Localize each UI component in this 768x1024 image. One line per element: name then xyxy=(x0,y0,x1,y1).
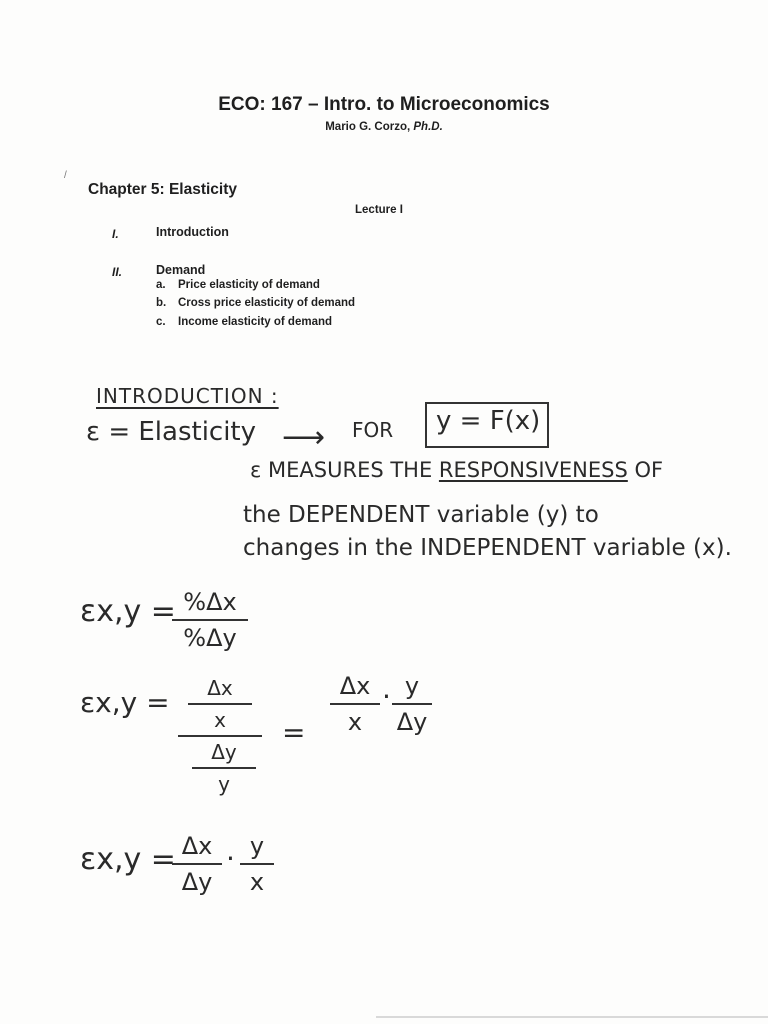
formula2-upper-den: x xyxy=(214,708,226,732)
fraction-bar xyxy=(172,619,248,621)
subitem-letter: c. xyxy=(156,316,166,328)
formula1-lhs: εx,y = xyxy=(80,594,176,629)
fraction-bar xyxy=(192,767,256,769)
outline-subitem xyxy=(156,297,355,309)
outline-subitem xyxy=(156,316,332,328)
formula1-numerator: %Δx xyxy=(183,588,237,616)
formula2-lower-den: y xyxy=(218,772,230,796)
fraction-bar xyxy=(392,703,432,705)
formula2-upper-fraction xyxy=(188,676,252,732)
formula2-right-fraction-1 xyxy=(330,672,380,736)
subitem-text: Cross price elasticity of demand xyxy=(178,297,356,309)
formula2-r2-num: y xyxy=(404,672,420,700)
formula3-a-den: Δy xyxy=(181,868,213,896)
author-degree: Ph.D. xyxy=(413,121,443,133)
chapter-title: Chapter 5: Elasticity xyxy=(88,181,238,198)
formula3-b-den: x xyxy=(249,868,265,896)
lecture-label: Lecture I xyxy=(355,204,403,216)
formula2-upper-num: Δx xyxy=(207,676,233,700)
subitem-letter: a. xyxy=(156,279,166,291)
function-text: y = F(x) xyxy=(436,406,541,436)
responsiveness-word: RESPONSIVENESS xyxy=(438,458,628,482)
subitem-text: Price elasticity of demand xyxy=(178,279,320,291)
outline-heading-demand: Demand xyxy=(156,263,206,277)
intro-heading: INTRODUCTION : xyxy=(96,384,279,408)
formula2-lhs: εx,y = xyxy=(80,686,170,719)
formula3-fraction-1 xyxy=(172,832,222,896)
formula2-compound-fraction xyxy=(178,676,262,796)
line1-end: OF xyxy=(627,458,664,482)
author-name: Mario G. Corzo, xyxy=(325,121,414,133)
definition-line-3: changes in the INDEPENDENT variable (x). xyxy=(243,535,732,561)
fraction-bar xyxy=(240,863,274,865)
formula3-lhs: εx,y = xyxy=(80,842,176,877)
formula3-fraction-2 xyxy=(240,832,274,896)
course-title: ECO: 167 – Intro. to Microeconomics xyxy=(218,94,550,115)
outline-number-2: II. xyxy=(112,265,123,279)
fraction-bar xyxy=(330,703,380,705)
fraction-bar xyxy=(172,863,222,865)
outline-heading-introduction: Introduction xyxy=(156,225,229,239)
formula2-lower-num: Δy xyxy=(211,740,237,764)
outline-subitem xyxy=(156,279,320,291)
formula2-r1-num: Δx xyxy=(339,672,371,700)
subitem-letter: b. xyxy=(156,297,167,309)
formula3-a-num: Δx xyxy=(181,832,213,860)
author-line xyxy=(0,121,768,133)
formula2-r1-den: x xyxy=(347,708,363,736)
elasticity-definition: ε = Elasticity xyxy=(86,417,257,447)
for-label: FOR xyxy=(352,418,394,442)
formula2-r2-den: Δy xyxy=(396,708,428,736)
formula3-b-num: y xyxy=(249,832,265,860)
multiply-dot: · xyxy=(226,842,235,875)
multiply-dot: · xyxy=(382,680,391,713)
outline-number-1: I. xyxy=(112,227,119,241)
definition-line-1 xyxy=(250,458,663,482)
margin-mark: / xyxy=(64,170,67,181)
formula2-lower-fraction xyxy=(192,740,256,796)
formula2-equals: = xyxy=(282,716,306,749)
definition-line-2: the DEPENDENT variable (y) to xyxy=(243,502,599,528)
line1-start: ε MEASURES THE xyxy=(250,458,439,482)
formula2-right-fraction-2 xyxy=(392,672,432,736)
subitem-text: Income elasticity of demand xyxy=(178,316,333,328)
fraction-bar xyxy=(188,703,252,705)
main-fraction-bar xyxy=(178,735,262,737)
arrow-right-icon: ⟶ xyxy=(282,420,326,455)
formula1-fraction xyxy=(172,588,248,652)
formula1-denominator: %Δy xyxy=(183,624,237,652)
page-edge-shadow xyxy=(376,1016,768,1018)
